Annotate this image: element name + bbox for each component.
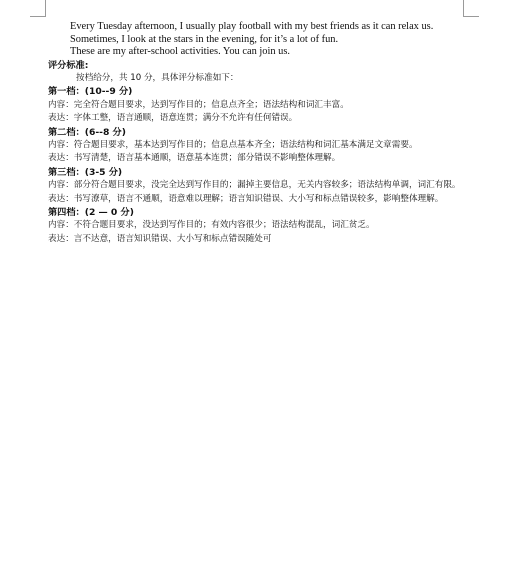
grade-content: 内容：不符合题目要求，没达到写作目的；有效内容很少；语法结构混乱，词汇贫乏。 bbox=[48, 220, 375, 231]
crop-mark-top-right bbox=[463, 0, 464, 16]
grade-expression: 表达：字体工整，语言通顺，语意连贯；满分不允许有任何错误。 bbox=[48, 113, 298, 124]
grade-heading: 第四档：(2 — 0 分) bbox=[48, 206, 134, 218]
crop-mark-top-left bbox=[45, 0, 46, 16]
essay-line: Every Tuesday afternoon, I usually play football with my best friends as it can relax us. bbox=[70, 21, 434, 32]
grade-content: 内容：部分符合题目要求，没完全达到写作目的；漏掉主要信息，无关内容较多；语法结构单调，词汇有限。 bbox=[48, 180, 461, 191]
crop-mark-top-right bbox=[463, 16, 479, 17]
grade-heading: 第一档：(10--9 分) bbox=[48, 86, 133, 98]
rubric-title: 评分标准: bbox=[48, 59, 89, 71]
grade-content: 内容：完全符合题目要求，达到写作目的；信息点齐全；语法结构和词汇丰富。 bbox=[48, 99, 349, 110]
grade-heading: 第三档：(3-5 分) bbox=[48, 166, 123, 178]
grade-expression: 表达：书写潦草，语言不通顺，语意难以理解；语言知识错误、大小写和标点错误较多，影响整体理解。 bbox=[48, 193, 444, 204]
essay-line: These are my after-school activities. You can join us. bbox=[70, 46, 290, 57]
grade-expression: 表达：书写清楚，语言基本通顺，语意基本连贯；部分错误不影响整体理解。 bbox=[48, 153, 341, 164]
crop-mark-top-left bbox=[30, 16, 46, 17]
rubric-intro: 按档给分，共 10 分，具体评分标准如下： bbox=[76, 72, 239, 83]
document-body bbox=[48, 21, 473, 246]
grade-expression: 表达：言不达意，语言知识错误、大小写和标点错误随处可 bbox=[48, 233, 272, 244]
essay-line: Sometimes, I look at the stars in the evening, for it’s a lot of fun. bbox=[70, 33, 339, 45]
grade-heading: 第二档：(6--8 分) bbox=[48, 126, 126, 138]
grade-content: 内容：符合题目要求，基本达到写作目的；信息点基本齐全；语法结构和词汇基本满足文章需要。 bbox=[48, 139, 418, 150]
